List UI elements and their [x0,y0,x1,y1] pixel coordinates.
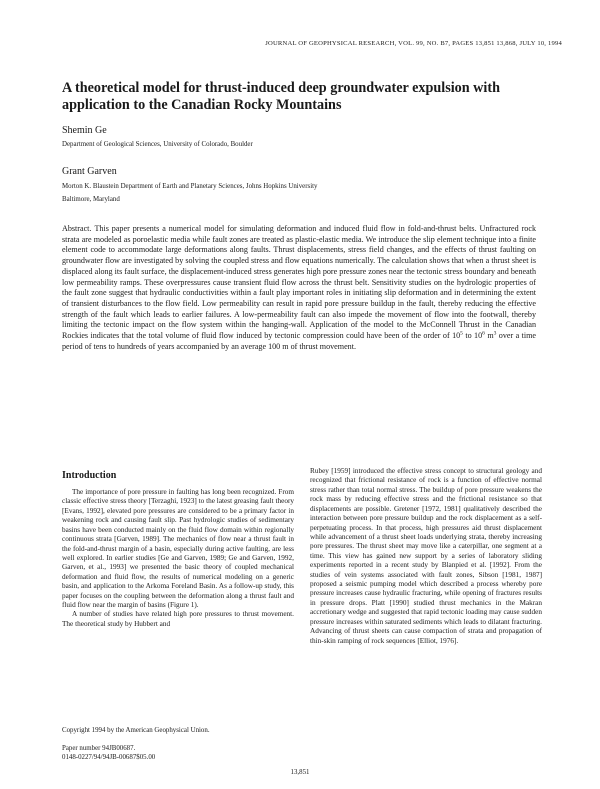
author-affiliation: Morton K. Blaustein Department of Earth and Planetary Sciences, Johns Hopkins University [62,183,318,190]
abstract [62,224,536,352]
abstract-text: over a time period of tens to hundreds of years accompanied by an average 100 m of thrust movement. [62,331,536,351]
abstract-exponent: 6 [482,330,485,337]
abstract-label: Abstract. [62,224,92,233]
author-name: Grant Garven [62,166,117,177]
body-paragraph: A number of studies have related high pore pressures to thrust movement. The theoretical study by Hubbert and [62,610,294,628]
paper-number: Paper number 94JB00687. [62,745,136,753]
copyright-note: Copyright 1994 by the American Geophysical Union. [62,727,210,734]
section-heading-introduction: Introduction [62,470,117,481]
body-paragraph: Rubey [1959] introduced the effective stress concept to structural geology and recognized that frictional resistance of rock is a function of effective normal stress rather than total normal stress. The buildup of pore pressure weakens the rock mass by reducing effective stress and the frictional resistance so that displacements are possible. Gretener [1972, 1981] qualitatively described the interaction between pore pressure buildup and the rock displacement as a self-perpetuating process. In that process, high pressures aid thrust displacement while advancement of a thrust sheet loads underlying strata, thereby increasing pore pressures. The thrust sheet may move like a caterpillar, one segment at a time. This view has gained new support by a series of laboratory sliding experiments reported in a recent study by Blanpied et al. [1992]. From the studies of vein systems associated with fault zones, Sibson [1981, 1987] proposed a seismic pumping model which described a process whereby pore pressure increases cause hydraulic fracturing, while opening of fractures results in pressure drops. Platt [1990] studied thrust mechanics in the Makran accretionary wedge and suggested that rapid tectonic loading may cause sudden pressure increases within saturated sediments which leads to dilatant fracturing. Advancing of thrust sheets can cause compaction of strata and propagation of thin-skin ramping of rock sequences [Elliot, 1976]. [310,467,542,645]
footnotes [62,726,294,763]
right-column [310,467,542,646]
abstract-exponent: 3 [493,330,497,337]
author-affiliation-location: Baltimore, Maryland [62,196,120,203]
paper-title: A theoretical model for thrust-induced deep groundwater expulsion with application to the Canadian Rocky Mountains [62,80,500,113]
author-name: Shemin Ge [62,125,107,136]
abstract-text: m [484,331,494,341]
issn-line: 0148-0227/94/94JB-00687$05.00 [62,754,156,762]
abstract-text: to 10 [462,331,483,341]
left-column [62,470,294,629]
abstract-exponent: 5 [460,330,463,337]
author-affiliation: Department of Geological Sciences, University of Colorado, Boulder [62,141,253,148]
running-head: JOURNAL OF GEOPHYSICAL RESEARCH, VOL. 99, NO. B7, PAGES 13,851 13,868, JULY 10, 1994 [265,40,562,47]
body-paragraph: The importance of pore pressure in faulting has long been recognized. From classic effective stress theory [Terzaghi, 1923] to the latest greasing fault theory [Evans, 1992], elevated pore pressures are considered to be a primary factor in weakening rock and causing fault slip. Past hydrologic studies of sedimentary basins have been conducted mainly on the fluid flow domain within regionally continuous strata [Garven, 1989]. The mechanics of flow near a thrust fault in the fold-and-thrust margin of a basin, especially during active faulting, are less well explored. In earlier studies [Ge and Garven, 1989; Ge and Garven, 1992, Garven, et al., 1993] we presented the basic theory of coupled mechanical deformation and fluid flow, the results of numerical modeling on a generic basin, and application to the Arkoma Foreland Basin. As a follow-up study, this paper focuses on the coupling between the deformation along a thrust fault and fluid flow near the margin of basins (Figure 1). [62,488,294,610]
abstract-text: This paper presents a numerical model for simulating deformation and induced fluid flow in fold-and-thrust belts. Unfractured rock strata are modeled as poroelastic media while fault zones are treated as plastic-elastic media. We introduce the slip element technique into a finite element code to accommodate large deformations along faults. Thrust displacements, stress field changes, and the effects of thrust faulting on groundwater flow are investigated by solving the coupled stress and flow equations numerically. The calculation shows that when a thrust sheet is displaced along its fault surface, the displacement-induced stress generates high pore pressure zones near the tectonic stress boundary and beneath low permeability ramps. These overpressures cause transient fluid flow across the thrust belt. Sensitivity studies on the hydrologic properties of the fault zone suggest that hydraulic conductivities within a fault play important roles in initiating slip deformation and in determining the extent of transient disturbances to the flow field. Low permeability can result in rapid pore pressure buildup in the fault, thereby reducing the effective strength of the fault which leads to earlier failures. A low-permeability fault can also impede the movement of flow into the footwall, thereby limiting the tectonic impact on the flow system within the hanging-wall. Application of the model to the McConnell Thrust in the Canadian Rockies indicates that the total volume of fluid flow induced by tectonic compression could have been of the order of 10 [62,224,536,341]
page-number: 13,851 [290,769,310,776]
